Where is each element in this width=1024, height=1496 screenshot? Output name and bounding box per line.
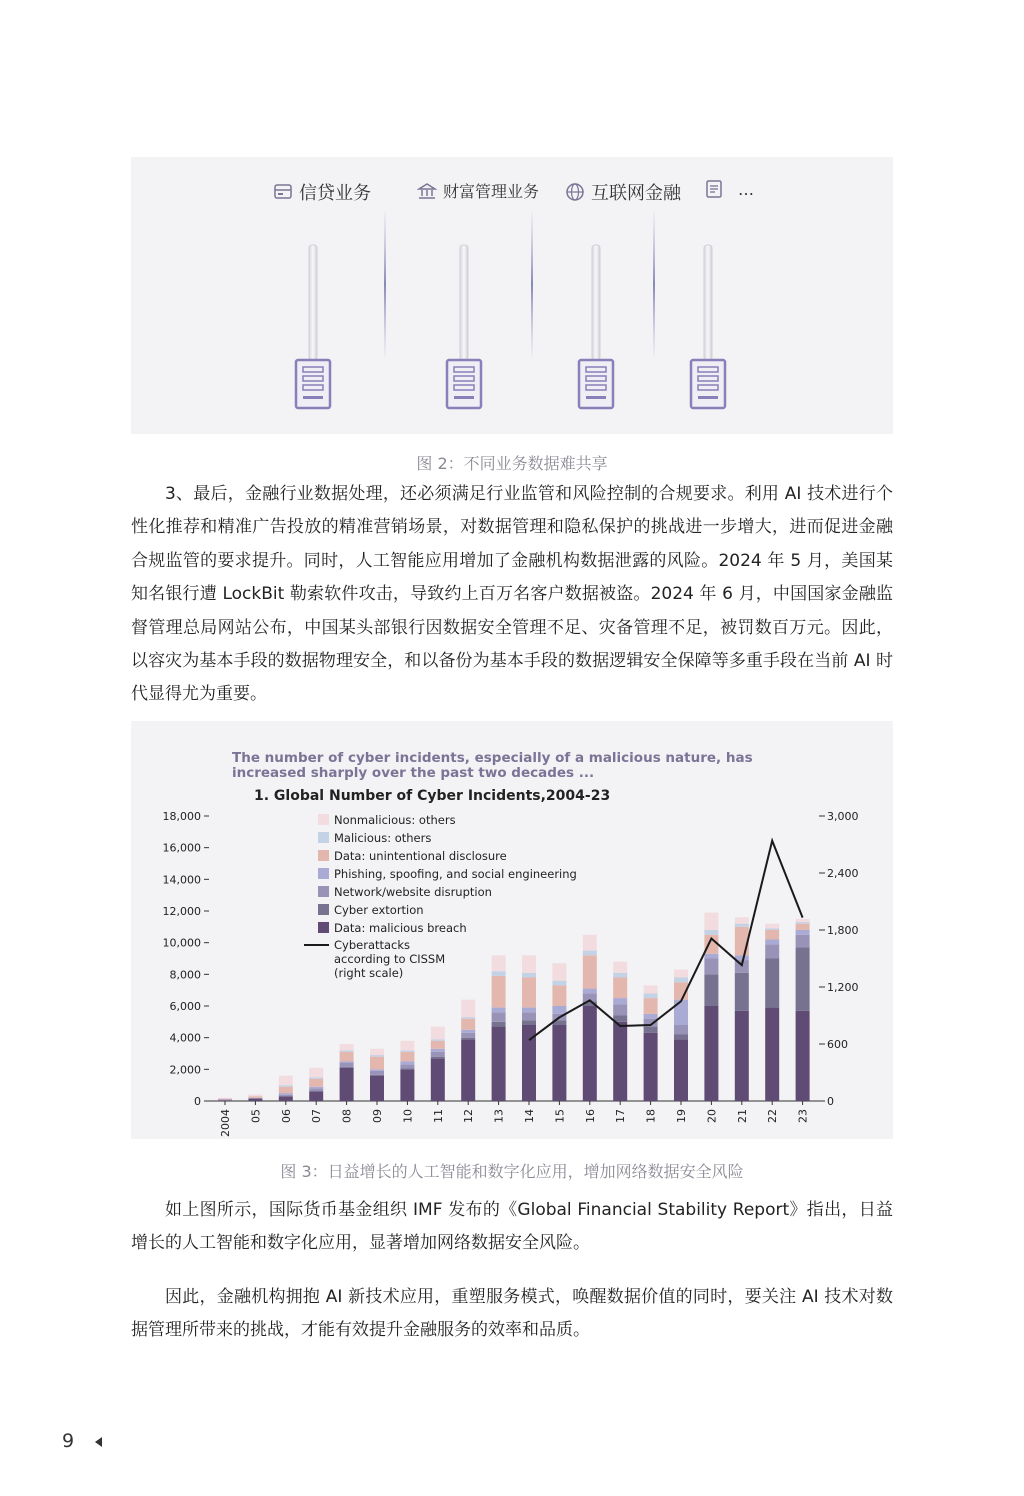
bar-segment: [674, 1035, 688, 1040]
bar-segment: [674, 978, 688, 983]
bar-segment: [704, 1006, 718, 1101]
bar-segment: [552, 981, 566, 986]
bar-segment: [613, 978, 627, 999]
legend-label: Data: malicious breach: [334, 921, 467, 935]
bar-segment: [522, 973, 536, 978]
x-tick-label: 10: [401, 1109, 415, 1123]
bar-segment: [583, 1006, 597, 1101]
bar-segment: [613, 1004, 627, 1015]
x-tick-label: 15: [553, 1109, 567, 1123]
right-tick-label: 3,000: [827, 810, 859, 823]
chart-axes: [163, 810, 859, 1137]
legend-label: Network/website disruption: [334, 885, 492, 899]
left-tick-label: 18,000: [162, 810, 201, 823]
bar-segment: [461, 1019, 475, 1030]
bar-segment: [218, 1098, 232, 1099]
bar-segment: [552, 985, 566, 1006]
legend-label: Cyber extortion: [334, 903, 424, 917]
bar-segment: [492, 971, 506, 976]
x-tick-label: 05: [249, 1109, 263, 1123]
x-tick-label: 09: [371, 1109, 384, 1123]
bar-segment: [613, 962, 627, 973]
bar-segment: [370, 1049, 384, 1055]
legend-label: Data: unintentional disclosure: [334, 849, 507, 863]
bar-segment: [340, 1068, 354, 1101]
bar-segment: [796, 919, 810, 922]
right-tick-label: 1,200: [827, 981, 859, 994]
bar-segment: [431, 1057, 445, 1059]
bar-segment: [765, 940, 779, 945]
bar-segment: [400, 1052, 414, 1062]
bar-segment: [644, 993, 658, 998]
page-number: 9: [62, 1430, 75, 1452]
bar-segment: [492, 1012, 506, 1022]
x-tick-label: 2004: [219, 1109, 232, 1137]
business-label: 信贷业务: [299, 183, 371, 204]
bar-segment: [735, 917, 749, 923]
left-tick-label: 4,000: [169, 1031, 201, 1045]
legend-swatch: [318, 814, 329, 825]
bar-segment: [279, 1095, 293, 1097]
bar-segment: [370, 1055, 384, 1057]
bar-segment: [370, 1069, 384, 1071]
legend-swatch: [318, 868, 329, 879]
body-paragraph-2: 如上图所示，国际货币基金组织 IMF 发布的《Global Financial Stability Report》指出，日益增长的人工智能和数字化应用，显著增加网络数据安全风险。: [131, 1200, 893, 1254]
x-tick-label: 18: [644, 1109, 658, 1123]
bar-segment: [492, 1027, 506, 1101]
chart-bars: [218, 913, 810, 1101]
bar-segment: [765, 944, 779, 958]
right-tick-label: 0: [827, 1095, 834, 1108]
cyber-incidents-chart: [131, 721, 893, 1139]
body-paragraph-1: 3、最后，金融行业数据处理，还必须满足行业监管和风险控制的合规要求。利用 AI 技术进行个性化推荐和精准广告投放的精准营销场景，对数据管理和隐私保护的挑战进一步增大，进而促进金融合规监管的要求提升。同时，人工智能应用增加了金融机构数据泄露的风险。2024 年 5 月，美国某知名银行遭 LockBit 勒索软件攻击，导致约上百万名客户数据被盗。2024 年 6 月，中国国家金融监督管理总局网站公布，中国某头部银行因数据安全管理不足、灾备管理不足，被罚数百万元。因此，以容灾为基本手段的数据物理安全，和以备份为基本手段的数据逻辑安全保障等多重手段在当前 AI 时代显得尤为重要。: [131, 484, 893, 705]
x-tick-label: 13: [492, 1109, 506, 1123]
bar-segment: [765, 924, 779, 929]
bar-segment: [674, 1025, 688, 1035]
bar-segment: [400, 1041, 414, 1051]
bar-segment: [370, 1076, 384, 1101]
bar-segment: [765, 1008, 779, 1101]
divider-line: [653, 212, 655, 357]
legend-line-label: (right scale): [334, 966, 404, 980]
bar-segment: [735, 973, 749, 1011]
chart-headline-line1: The number of cyber incidents, especially of a malicious nature, has: [232, 750, 753, 766]
figure-business-silos: [131, 157, 893, 434]
bar-segment: [765, 928, 779, 930]
bar-segment: [492, 976, 506, 1008]
bar-segment: [704, 913, 718, 930]
right-tick-label: 1,800: [827, 924, 859, 937]
bar-segment: [796, 947, 810, 1010]
legend-label: Nonmalicious: others: [334, 813, 456, 827]
bar-segment: [431, 1027, 445, 1040]
bar-segment: [431, 1039, 445, 1041]
bar-segment: [796, 924, 810, 930]
bar-segment: [796, 1011, 810, 1101]
bar-segment: [796, 922, 810, 924]
x-tick-label: 07: [310, 1109, 324, 1123]
bar-segment: [704, 959, 718, 975]
bar-segment: [765, 930, 779, 940]
left-tick-label: 16,000: [162, 841, 201, 855]
bar-segment: [583, 955, 597, 988]
database-server-icon: [296, 360, 330, 408]
pipe: [460, 245, 468, 360]
bar-segment: [735, 924, 749, 927]
bar-segment: [431, 1041, 445, 1049]
legend-label: Malicious: others: [334, 831, 432, 845]
bar-segment: [370, 1071, 384, 1075]
bar-segment: [248, 1095, 262, 1097]
left-tick-label: 8,000: [169, 968, 201, 982]
bar-segment: [340, 1061, 354, 1063]
figure-3-caption: 图 3：日益增长的人工智能和数字化应用，增加网络数据安全风险: [280, 1162, 744, 1181]
right-tick-label: 2,400: [827, 867, 859, 880]
pipe: [704, 245, 712, 360]
chart-title: 1. Global Number of Cyber Incidents,2004-23: [254, 788, 611, 804]
legend-line-label: Cyberattacks: [334, 938, 411, 952]
bar-segment: [218, 1100, 232, 1101]
x-tick-label: 12: [462, 1109, 476, 1123]
left-tick-label: 12,000: [162, 905, 201, 918]
bar-segment: [279, 1096, 293, 1101]
x-tick-label: 11: [431, 1109, 445, 1123]
bar-segment: [279, 1085, 293, 1087]
bar-segment: [340, 1063, 354, 1067]
bar-segment: [340, 1044, 354, 1050]
bar-segment: [613, 973, 627, 978]
bar-segment: [704, 974, 718, 1006]
database-server-icon: [691, 360, 725, 408]
silo-diagram: [131, 157, 893, 434]
left-tick-label: 0: [194, 1095, 201, 1108]
x-tick-label: 14: [523, 1109, 536, 1123]
x-tick-label: 23: [796, 1109, 810, 1123]
legend-swatch: [318, 922, 329, 933]
bar-segment: [461, 1017, 475, 1019]
bar-segment: [796, 930, 810, 935]
chart-headline-line2: increased sharply over the past two decades ...: [232, 765, 595, 781]
bar-segment: [522, 1020, 536, 1025]
business-label: …: [738, 179, 754, 199]
x-tick-label: 19: [675, 1109, 688, 1123]
legend-swatch: [318, 886, 329, 897]
business-label: 财富管理业务: [443, 182, 540, 201]
bar-segment: [309, 1088, 323, 1091]
bar-segment: [461, 1038, 475, 1040]
bar-segment: [522, 1012, 536, 1020]
bar-segment: [522, 1008, 536, 1013]
bar-segment: [704, 930, 718, 935]
legend-swatch: [318, 904, 329, 915]
bar-segment: [644, 1027, 658, 1033]
divider-line: [384, 212, 386, 357]
bar-segment: [644, 998, 658, 1014]
bar-segment: [492, 955, 506, 971]
x-tick-label: 17: [614, 1109, 628, 1123]
bar-segment: [461, 1039, 475, 1101]
x-tick-label: 22: [766, 1109, 780, 1123]
bar-segment: [400, 1069, 414, 1101]
bar-segment: [309, 1077, 323, 1079]
x-tick-label: 16: [583, 1109, 597, 1123]
page-arrow-icon: [95, 1437, 102, 1447]
left-tick-label: 14,000: [162, 873, 201, 887]
bar-segment: [492, 1022, 506, 1027]
bar-segment: [248, 1099, 262, 1101]
bar-segment: [309, 1068, 323, 1078]
legend-swatch: [318, 832, 329, 843]
legend-line-label: according to CISSM: [334, 952, 446, 966]
bar-segment: [400, 1061, 414, 1064]
bar-segment: [674, 1000, 688, 1025]
bar-segment: [765, 959, 779, 1008]
x-tick-label: 08: [340, 1109, 354, 1123]
bar-segment: [218, 1099, 232, 1100]
database-server-icon: [579, 360, 613, 408]
bar-segment: [370, 1075, 384, 1076]
x-tick-label: 06: [279, 1109, 293, 1123]
right-tick-label: 600: [827, 1038, 848, 1051]
business-label: 互联网金融: [591, 183, 681, 204]
x-tick-label: 20: [705, 1109, 719, 1123]
left-tick-label: 2,000: [169, 1063, 201, 1077]
bar-segment: [309, 1092, 323, 1102]
bar-segment: [704, 954, 718, 959]
bar-segment: [613, 1022, 627, 1101]
bar-segment: [400, 1050, 414, 1052]
bar-segment: [400, 1065, 414, 1069]
bar-segment: [674, 970, 688, 978]
bar-segment: [309, 1079, 323, 1087]
chart-svg: [131, 721, 893, 1139]
bar-segment: [735, 955, 749, 960]
bar-segment: [552, 1006, 566, 1014]
pipe: [309, 245, 317, 360]
bar-segment: [644, 985, 658, 993]
bar-segment: [279, 1093, 293, 1095]
bar-segment: [674, 1039, 688, 1101]
bar-segment: [613, 998, 627, 1004]
database-server-icon: [447, 360, 481, 408]
legend-swatch: [318, 850, 329, 861]
bar-segment: [552, 963, 566, 980]
bar-segment: [340, 1050, 354, 1052]
body-paragraph-3: 因此，金融机构拥抱 AI 新技术应用，重塑服务模式，唤醒数据价值的同时，要关注 AI 技术对数据管理所带来的挑战，才能有效提升金融服务的效率和品质。: [131, 1287, 893, 1341]
figure-2-caption: 图 2：不同业务数据难共享: [416, 454, 608, 473]
divider-line: [531, 212, 533, 357]
bar-segment: [461, 1000, 475, 1017]
bar-segment: [583, 989, 597, 994]
bar-segment: [218, 1099, 232, 1100]
bar-segment: [735, 1011, 749, 1101]
bar-segment: [583, 935, 597, 951]
bar-segment: [552, 1025, 566, 1101]
bar-segment: [522, 955, 536, 972]
left-tick-label: 6,000: [169, 1000, 201, 1013]
bar-segment: [431, 1049, 445, 1052]
bar-segment: [340, 1067, 354, 1068]
bar-segment: [248, 1096, 262, 1098]
left-tick-label: 10,000: [162, 936, 201, 950]
bar-segment: [796, 935, 810, 948]
pipe: [592, 245, 600, 360]
bar-segment: [248, 1098, 262, 1099]
bar-segment: [644, 1014, 658, 1019]
bar-segment: [431, 1052, 445, 1057]
legend-label: Phishing, spoofing, and social engineering: [334, 867, 577, 881]
bar-segment: [461, 1030, 475, 1033]
bar-segment: [522, 978, 536, 1008]
bar-segment: [461, 1033, 475, 1038]
bar-segment: [279, 1087, 293, 1093]
x-tick-label: 21: [735, 1109, 749, 1123]
bar-segment: [644, 1033, 658, 1101]
bar-segment: [279, 1076, 293, 1086]
bar-segment: [309, 1087, 323, 1089]
chart-legend: [304, 813, 577, 980]
bar-segment: [492, 1008, 506, 1013]
bar-segment: [583, 951, 597, 956]
bar-segment: [400, 1069, 414, 1070]
bar-segment: [340, 1052, 354, 1062]
bar-segment: [431, 1058, 445, 1101]
bar-segment: [370, 1057, 384, 1070]
